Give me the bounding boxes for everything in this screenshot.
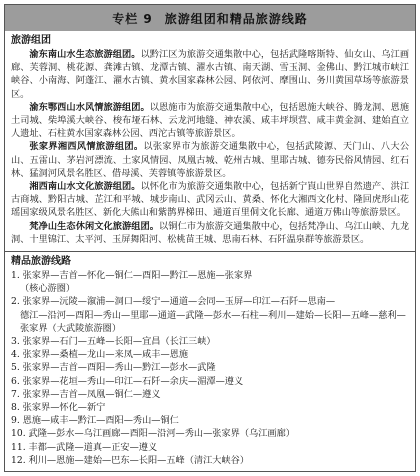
tourism-group-name: 渝东鄂西山水风情旅游组团。 <box>29 101 150 113</box>
tourism-groups-heading: 旅游组团 <box>11 35 51 46</box>
tourism-groups-section <box>5 31 415 248</box>
route-line: 4. 张家界—桑植—龙山—来凤—咸丰—恩施 <box>11 349 189 361</box>
column-number: 专栏 9 <box>112 11 153 26</box>
routes-section <box>5 252 415 469</box>
feature-column-panel <box>4 4 416 472</box>
tourism-group-name: 张家界湘西风情旅游组团。 <box>29 141 144 153</box>
route-continuation: 德江—沿河—酉阳—秀山—里耶—通道—武隆—彭水—石柱—利川—建始—长阳—五峰—慈利—张家界（大武陵旅游圈） <box>20 309 406 334</box>
route-line: 7. 张家界—吉首—凤凰—铜仁—遵义 <box>11 388 161 400</box>
route-line: 2. 张家界—沅陵—溆浦—洞口—绥宁—通道—会同—玉屏—印江—石阡—思南— <box>11 296 336 308</box>
route-line: 6. 张家界—花垣—秀山—印江—石阡—余庆—湄潭—遵义 <box>11 375 244 387</box>
tourism-group-paragraph <box>11 140 409 180</box>
column-header <box>5 5 415 31</box>
tourism-group-text: 以铜仁市为旅游交通集散中心，包括梵净山、乌江山峡、九龙洞、十里锦江、太平河、玉屏舞阳河、松桃苗王城、思南石林、石阡温泉群等旅游景区。 <box>11 220 410 245</box>
tourism-group-paragraph <box>11 180 409 220</box>
route-line: 9. 恩施—咸丰—黔江—酉阳—秀山—铜仁 <box>11 415 179 427</box>
tourism-group-paragraph <box>11 101 409 141</box>
route-line: 5. 张家界—吉首—酉阳—秀山—黔江—彭水—武隆 <box>11 362 216 374</box>
route-line: 1. 张家界—吉首—怀化—铜仁—酉阳—黔江—恩施—张家界 <box>11 270 253 282</box>
route-line: 10. 武隆—彭水—乌江画廊—酉阳—沿河—秀山—张家界（乌江画廊） <box>11 428 295 440</box>
tourism-group-text: 以张家界市为旅游交通集散中心，包括武陵源、天门山、八大公山、五雷山、茅岩河漂流、土家风情园、凤凰古城、乾州古城、里耶古城、德夯民俗风情园、红石林、猛洞河风景名胜区、借母溪、芙蓉镇等旅游景区。 <box>11 141 410 179</box>
route-line: 8. 张家界—怀化—新宁 <box>11 402 106 414</box>
route-continuation: （核心游圈） <box>20 283 76 295</box>
tourism-group-paragraph <box>11 48 409 101</box>
tourism-group-text: 以黔江区为旅游交通集散中心，包括武隆喀斯特、仙女山、乌江画廊、芙蓉洞、桃花源、龚滩古镇、龙潭古镇、濯水古镇、南天湖、雪玉洞、金佛山、黔江城市峡江峡谷、小南海、阿蓬江、濯水古镇、黄水国家森林公园、阿依河、摩围山、务川黄国草场等旅游景区。 <box>11 49 410 100</box>
tourism-group-name: 湘西南山水文化旅游组团。 <box>29 181 141 193</box>
tourism-group-name: 梵净山生态休闲文化旅游组团。 <box>29 220 160 232</box>
tourism-group-text: 以怀化市为旅游交通集散中心，包括新宁崀山世界自然遗产、洪江古商城、黔阳古城、芷江和平城、城步南山、武冈云山、黄桑、怀化大湘西文化村、隆回虎形山花瑶国家级风景名胜区、新化大熊山和紫鹊界梯田、通道百里侗文化长廊、通道万佛山等旅游景区。 <box>11 181 410 219</box>
route-line: 3. 张家界—石门—五峰—长阳—宜昌（长江三峡） <box>11 336 216 348</box>
route-line: 11. 丰都—武隆—道真—正安—遵义 <box>11 441 158 453</box>
tourism-group-paragraph <box>11 220 409 246</box>
routes-heading: 精品旅游线路 <box>11 256 71 268</box>
column-title: 旅游组团和精品旅游线路 <box>164 11 308 26</box>
tourism-group-text: 以恩施市为旅游交通集散中心，包括恩施大峡谷、腾龙洞、恩施土司城、柴埠溪大峡谷、梭布垭石林、云龙河地缝、神农溪、咸丰坪坝营、咸丰黄金洞、建始直立人遗址、石柱黄水国家森林公园、西沱古镇等旅游景区。 <box>11 101 410 140</box>
route-line: 12. 利川—恩施—建始—巴东—长阳—五峰（清江大峡谷） <box>11 454 250 466</box>
tourism-group-name: 渝东南山水生态旅游组团。 <box>29 49 141 60</box>
